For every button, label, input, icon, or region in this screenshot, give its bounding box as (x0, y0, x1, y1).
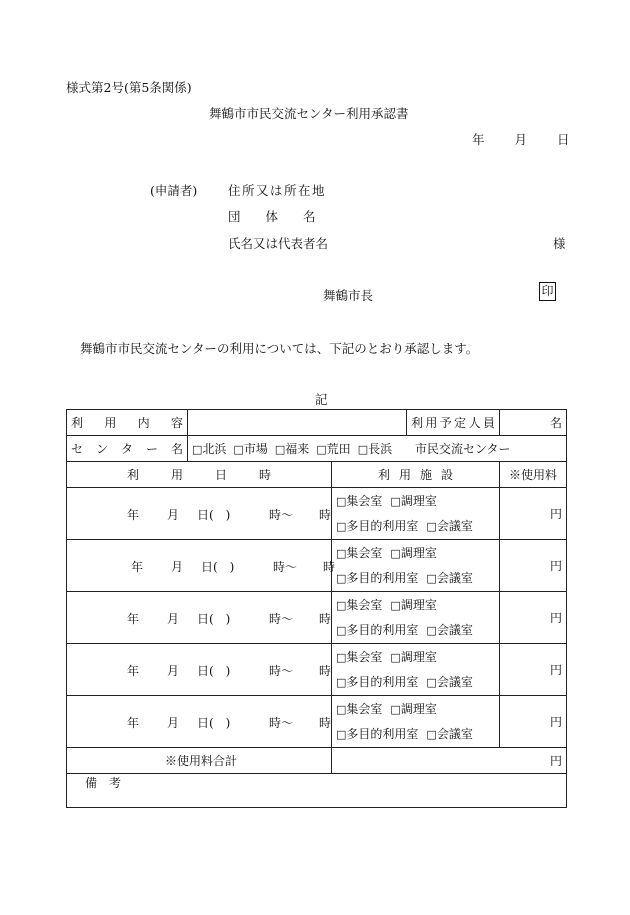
center-option[interactable] (192, 442, 226, 456)
center-option[interactable] (275, 442, 309, 456)
people-label-char: 用 (425, 416, 438, 430)
slot-fee-cell[interactable]: 円 (500, 644, 567, 696)
representative-label: 氏名又は代表者名 (228, 236, 329, 251)
center-option-label: 北浜 (202, 442, 227, 456)
slot-hour-to: 時 (319, 664, 332, 678)
facility-option-label: 集会室 (346, 493, 383, 508)
facility-option[interactable] (426, 623, 472, 637)
slot-facility-cell (332, 540, 500, 592)
slot-month: 月 (167, 508, 180, 522)
people-label-char: 予 (439, 416, 452, 430)
remarks-label: 備 考 (85, 776, 122, 790)
content-label-char: 利 (71, 416, 84, 430)
people-label-char: 利 (411, 416, 424, 430)
approval-statement: 舞鶴市市民交流センターの利用については、下記のとおり承認します。 (80, 341, 479, 356)
checkbox-icon: □ (336, 650, 347, 664)
checkbox-icon: □ (390, 598, 401, 612)
slot-hour-to: 時 (323, 560, 336, 574)
content-value[interactable] (188, 410, 407, 436)
checkbox-icon: □ (336, 546, 347, 560)
slot-month: 月 (167, 716, 180, 730)
slot-facility-cell (332, 488, 500, 540)
slot-hour-from: 時〜 (273, 560, 298, 574)
slot-month: 月 (167, 664, 180, 678)
people-label-char: 員 (482, 416, 495, 430)
checkbox-icon: □ (426, 675, 437, 689)
checkbox-icon: □ (316, 443, 327, 456)
header-facility-char: 設 (440, 468, 453, 482)
checkbox-icon: □ (390, 494, 401, 508)
total-row (67, 748, 567, 774)
facility-option-label: 調理室 (400, 701, 437, 716)
facility-option-label: 集会室 (346, 545, 383, 560)
center-option-label: 長浜 (368, 442, 393, 456)
header-row (67, 462, 567, 488)
header-facility-char: 利 (378, 468, 391, 482)
center-option-label: 荒田 (326, 442, 351, 456)
facility-option[interactable] (426, 727, 472, 741)
facility-option-label: 会議室 (436, 570, 473, 585)
checkbox-icon: □ (426, 727, 437, 741)
facility-option-label: 会議室 (436, 622, 473, 637)
facility-option[interactable] (426, 675, 472, 689)
checkbox-icon: □ (426, 519, 437, 533)
checkbox-icon: □ (274, 443, 286, 456)
facility-option-label: 多目的利用室 (346, 622, 419, 637)
checkbox-icon: □ (357, 443, 369, 456)
facility-option[interactable] (390, 598, 436, 612)
date-line (472, 130, 570, 148)
remarks-row (67, 774, 567, 808)
header-facility-char: 施 (419, 468, 432, 482)
facility-option-label: 調理室 (400, 493, 437, 508)
people-label-char: 定 (454, 416, 467, 430)
slot-hour-to: 時 (319, 508, 332, 522)
facility-option[interactable] (336, 519, 418, 533)
facility-option[interactable] (336, 650, 382, 664)
content-label-char: 内 (137, 416, 150, 430)
checkbox-icon: □ (336, 727, 347, 741)
date-year: 年 (472, 132, 485, 147)
checkbox-icon: □ (233, 443, 244, 456)
slot-year: 年 (127, 664, 140, 678)
slot-year: 年 (127, 612, 140, 626)
center-label-char: 名 (170, 442, 183, 456)
applicant-label: (申請者) (150, 183, 198, 198)
header-facility (332, 462, 500, 488)
facility-option-label: 会議室 (436, 518, 473, 533)
slot-month: 月 (167, 612, 180, 626)
date-month: 月 (514, 132, 528, 147)
checkbox-icon: □ (336, 598, 347, 612)
slot-hour-from: 時〜 (269, 716, 294, 730)
checkbox-icon: □ (426, 623, 437, 637)
time-slot-row (67, 592, 567, 644)
date-day: 日 (557, 132, 570, 147)
time-slot-row (67, 488, 567, 540)
facility-option[interactable] (390, 494, 436, 508)
content-label (67, 410, 188, 436)
center-option-label: 福来 (285, 442, 310, 456)
facility-option-label: 多目的利用室 (346, 726, 419, 741)
facility-option[interactable] (390, 650, 436, 664)
slot-hour-to: 時 (319, 716, 332, 730)
time-slot-row (67, 696, 567, 748)
center-option[interactable] (233, 442, 267, 456)
slot-fee-cell[interactable]: 円 (500, 540, 567, 592)
slot-facility-cell (332, 592, 500, 644)
checkbox-icon: □ (426, 571, 437, 585)
ki-heading: 記 (315, 392, 328, 407)
total-yen: 円 (332, 748, 567, 774)
header-facility-char: 用 (398, 468, 411, 482)
time-slot-row (67, 540, 567, 592)
header-fee: ※使用料 (500, 462, 567, 488)
slot-facility-cell (332, 644, 500, 696)
checkbox-icon: □ (336, 571, 347, 585)
facility-option[interactable] (390, 546, 436, 560)
slot-fee-cell[interactable]: 円 (500, 488, 567, 540)
slot-date-cell[interactable] (67, 488, 332, 540)
facility-option[interactable] (336, 494, 382, 508)
form-number: 様式第2号(第5条関係) (66, 80, 192, 95)
facility-option-label: 多目的利用室 (346, 674, 419, 689)
slot-month: 月 (171, 560, 184, 574)
center-label (67, 436, 188, 462)
slot-hour-to: 時 (319, 612, 332, 626)
facility-option-label: 調理室 (400, 597, 437, 612)
slot-facility-cell (332, 696, 500, 748)
slot-hour-from: 時〜 (269, 664, 294, 678)
facility-option[interactable] (426, 519, 472, 533)
seal-stamp: 印 (539, 282, 556, 301)
slot-day: 日( ) (197, 508, 231, 522)
facility-option[interactable] (336, 546, 382, 560)
facility-option[interactable] (336, 598, 382, 612)
center-label-char: ー (145, 442, 158, 456)
slot-fee-cell[interactable]: 円 (500, 696, 567, 748)
center-option-label: 市場 (243, 442, 268, 456)
facility-option[interactable] (426, 571, 472, 585)
mayor-label: 舞鶴市長 (323, 288, 374, 303)
facility-option[interactable] (336, 675, 418, 689)
usage-table (66, 409, 567, 808)
facility-option-label: 多目的利用室 (346, 570, 419, 585)
checkbox-icon: □ (390, 702, 401, 716)
slot-date-cell[interactable] (67, 696, 332, 748)
checkbox-icon: □ (192, 443, 203, 456)
slot-year: 年 (127, 508, 140, 522)
facility-option-label: 集会室 (346, 597, 383, 612)
content-label-char: 容 (170, 416, 183, 430)
slot-date-cell[interactable] (67, 644, 332, 696)
checkbox-icon: □ (390, 546, 401, 560)
people-label-char: 人 (468, 416, 481, 430)
address-label: 住所又は所在地 (228, 183, 327, 198)
center-label-char: セ (71, 442, 84, 456)
checkbox-icon: □ (336, 494, 347, 508)
total-label: ※使用料合計 (67, 748, 332, 774)
center-label-char: ン (95, 442, 108, 456)
header-datetime-char: 時 (258, 468, 271, 482)
header-datetime-char: 利 (127, 468, 140, 482)
facility-option[interactable] (336, 727, 418, 741)
slot-date-cell[interactable] (67, 540, 336, 592)
facility-option-label: 多目的利用室 (346, 518, 419, 533)
facility-option[interactable] (336, 571, 418, 585)
checkbox-icon: □ (336, 519, 347, 533)
facility-option-label: 会議室 (436, 726, 473, 741)
remarks-cell[interactable] (67, 774, 567, 808)
slot-fee-cell[interactable]: 円 (500, 592, 567, 644)
center-row (67, 436, 567, 462)
facility-option-label: 調理室 (400, 545, 437, 560)
center-options (188, 436, 567, 462)
header-datetime (67, 462, 332, 488)
center-option[interactable] (358, 442, 392, 456)
center-label-char: タ (120, 442, 133, 456)
document-title: 舞鶴市市民交流センター利用承認書 (209, 106, 409, 121)
facility-option[interactable] (336, 623, 418, 637)
center-option[interactable] (316, 442, 350, 456)
facility-option[interactable] (390, 702, 436, 716)
slot-day: 日( ) (197, 612, 231, 626)
checkbox-icon: □ (336, 623, 347, 637)
facility-option-label: 調理室 (400, 649, 437, 664)
facility-option-label: 集会室 (346, 701, 383, 716)
slot-hour-from: 時〜 (269, 508, 294, 522)
honorific-sama: 様 (553, 236, 566, 251)
facility-option-label: 集会室 (346, 649, 383, 664)
center-suffix: 市民交流センター (414, 442, 511, 456)
slot-hour-from: 時〜 (269, 612, 294, 626)
checkbox-icon: □ (390, 650, 401, 664)
time-slot-row (67, 644, 567, 696)
header-datetime-char: 用 (170, 468, 183, 482)
planned-people-label (407, 410, 500, 436)
slot-year: 年 (131, 560, 144, 574)
checkbox-icon: □ (336, 675, 347, 689)
facility-option-label: 会議室 (436, 674, 473, 689)
checkbox-icon: □ (336, 702, 347, 716)
content-row (67, 410, 567, 436)
facility-option[interactable] (336, 702, 382, 716)
content-label-char: 用 (104, 416, 117, 430)
slot-day: 日( ) (201, 560, 235, 574)
slot-day: 日( ) (197, 664, 231, 678)
slot-year: 年 (127, 716, 140, 730)
slot-day: 日( ) (197, 716, 231, 730)
organization-label: 団 体 名 (228, 209, 316, 224)
header-datetime-char: 日 (214, 468, 227, 482)
people-unit: 名 (500, 410, 567, 436)
slot-date-cell[interactable] (67, 592, 332, 644)
